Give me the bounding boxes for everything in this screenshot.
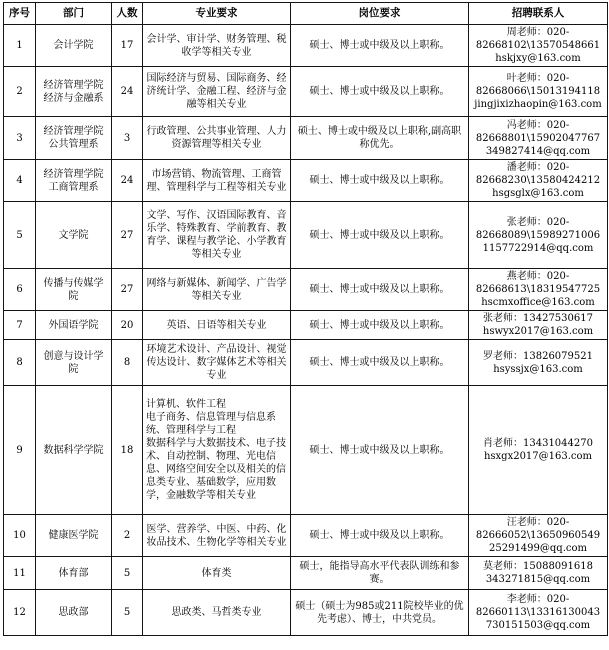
specialty-line: 市场营销、物流管理、工商管理、管理科学与工程等相关专业 [146,168,287,193]
recruitment-table [3,2,608,636]
specialty-requirement-cell [143,590,291,636]
contact-line: hsxgx2017@163.com [483,451,593,462]
table-row [4,117,608,160]
contact-line: 燕老师：020- [506,271,570,282]
specialty-line: 数据科学与大数据技术、电子技术、自动控制、物理、光电信息、网络空间安全以及相关的信息类专业、基础数学，应用数学，金融数学等相关专业 [146,438,286,501]
row-number-cell: 10 [4,515,36,557]
specialty-requirement-cell [143,557,291,590]
specialty-requirement-cell [143,202,291,269]
position-requirement-cell: 硕士、博士或中级及以上职称。 [291,515,469,557]
specialty-requirement-cell [143,340,291,386]
row-number-cell: 4 [4,160,36,202]
contact-line: 1157722914@qq.com [482,242,594,254]
headcount-cell: 27 [112,269,143,311]
row-number-cell: 9 [4,386,36,515]
specialty-requirement-cell [143,117,291,160]
contact-line: 潘老师：020- [506,162,570,173]
row-number-cell: 7 [4,311,36,340]
table-row [4,311,608,340]
column-header-no: 序号 [4,3,36,25]
table-header-row [4,3,608,25]
contact-cell [469,117,608,160]
table-row [4,25,608,67]
row-number-cell: 8 [4,340,36,386]
contact-line: 82668230\13580424212 [475,175,601,186]
specialty-requirement-cell [143,311,291,340]
headcount-cell: 8 [112,340,143,386]
column-header-specialty: 专业要求 [143,3,291,25]
contact-cell [469,340,608,386]
specialty-line: 环境艺术设计、产品设计、视觉传达设计、数字媒体艺术等相关专业 [146,344,287,381]
position-requirement-cell: 硕士、博士或中级及以上职称。 [291,25,469,67]
column-header-count: 人数 [112,3,143,25]
contact-line: 冯老师：020- [506,119,570,131]
position-requirement-cell: 硕士、博士或中级及以上职称,副高职称优先。 [291,117,469,160]
department-cell: 会计学院 [36,25,112,67]
department-cell: 文学院 [36,202,112,269]
department-cell: 创意与设计学院 [36,340,112,386]
contact-line: hsgsglx@163.com [492,188,584,199]
headcount-cell: 2 [112,515,143,557]
specialty-line: 会计学、审计学、财务管理、税收学等相关专业 [146,33,287,58]
specialty-line: 英语、日语等相关专业 [166,319,267,331]
contact-line: hskjxy@163.com [495,53,581,64]
contact-line: jingjixizhaopin@163.com [474,99,602,110]
contact-line: hswyx2017@163.com [482,326,594,337]
contact-cell [469,590,608,636]
headcount-cell: 5 [112,590,143,636]
position-requirement-cell: 硕士（硕士为985或211院校毕业的优先考虑）、博士，中共党员。 [291,590,469,636]
headcount-cell: 17 [112,25,143,67]
table-row [4,590,608,636]
department-cell: 经济管理学院公共管理系 [36,117,112,160]
contact-line: 汪老师：020- [506,517,570,528]
headcount-cell: 24 [112,67,143,117]
department-cell: 体育部 [36,557,112,590]
headcount-cell: 27 [112,202,143,269]
contact-line: hsyssjx@163.com [493,363,583,375]
specialty-requirement-cell [143,269,291,311]
specialty-line: 电子商务、信息管理与信息系统、管理科学与工程 [146,412,276,436]
specialty-line: 计算机、软件工程 [146,399,226,410]
row-number-cell: 6 [4,269,36,311]
specialty-requirement-cell [143,515,291,557]
contact-line: 25291499@qq.com [489,543,587,554]
position-requirement-cell: 硕士、博士或中级及以上职称。 [291,67,469,117]
headcount-cell: 20 [112,311,143,340]
row-number-cell: 12 [4,590,36,636]
contact-line: 叶老师：020- [506,73,570,84]
contact-cell [469,557,608,590]
position-requirement-cell: 硕士、博士或中级及以上职称。 [291,340,469,386]
table-row [4,202,608,269]
headcount-cell: 18 [112,386,143,515]
contact-line: 肖老师：13431044270 [483,438,593,449]
position-requirement-cell: 硕士、博士或中级及以上职称。 [291,386,469,515]
department-cell: 传播与传媒学院 [36,269,112,311]
contact-line: 82660113\13316130043 [475,607,601,618]
row-number-cell: 5 [4,202,36,269]
contact-line: 82668801\15902047767 [475,132,601,144]
table-row [4,160,608,202]
contact-line: 343271815@qq.com [485,574,591,585]
contact-cell [469,67,608,117]
column-header-requirement: 岗位要求 [291,3,469,25]
specialty-line: 行政管理、公共事业管理、人力资源管理等相关专业 [146,126,287,150]
contact-line: 莫老师：15088091618 [483,561,593,572]
headcount-cell: 5 [112,557,143,590]
specialty-requirement-cell [143,160,291,202]
contact-line: 张老师：020- [506,216,570,228]
table-row [4,340,608,386]
position-requirement-cell: 硕士、博士或中级及以上职称。 [291,269,469,311]
contact-cell [469,515,608,557]
specialty-line: 国际经济与贸易、国际商务、经济统计学、金融工程、经济与金融等相关专业 [146,73,287,110]
department-cell: 经济管理学院工商管理系 [36,160,112,202]
specialty-line: 思政类、马哲类专业 [171,607,262,618]
contact-cell [469,269,608,311]
contact-cell [469,25,608,67]
table-row [4,557,608,590]
row-number-cell: 1 [4,25,36,67]
specialty-line: 医学、营养学、中医、中药、化妆品技术、生物化学等相关专业 [146,523,287,548]
row-number-cell: 11 [4,557,36,590]
contact-line: 82668613\18319547725 [475,284,601,295]
contact-line: 349827414@qq.com [485,145,591,157]
contact-cell [469,386,608,515]
table-row [4,515,608,557]
contact-cell [469,160,608,202]
contact-line: 82668066\15013194118 [475,86,601,97]
contact-line: 82668102\13570548661 [475,40,601,51]
position-requirement-cell: 硕士，能指导高水平代表队训练和参赛。 [291,557,469,590]
department-cell: 思政部 [36,590,112,636]
specialty-requirement-cell [143,25,291,67]
contact-line: 罗老师：13826079521 [483,350,593,362]
table-row [4,269,608,311]
contact-line: 张老师：13427530617 [483,313,593,324]
department-cell: 经济管理学院经济与金融系 [36,67,112,117]
row-number-cell: 2 [4,67,36,117]
contact-line: 李老师：020- [506,594,570,605]
contact-line: hscmxoffice@163.com [481,297,595,308]
contact-line: 周老师：020- [506,27,570,38]
specialty-line: 体育类 [201,567,232,579]
department-cell: 外国语学院 [36,311,112,340]
contact-line: 82668089\15989271006 [475,229,601,241]
contact-line: 82666052\13650960549 [475,530,601,541]
table-row [4,386,608,515]
specialty-requirement-cell [143,67,291,117]
row-number-cell: 3 [4,117,36,160]
contact-cell [469,311,608,340]
position-requirement-cell: 硕士、博士或中级及以上职称。 [291,160,469,202]
position-requirement-cell: 硕士、博士或中级及以上职称。 [291,202,469,269]
department-cell: 健康医学院 [36,515,112,557]
column-header-department: 部门 [36,3,112,25]
specialty-requirement-cell [143,386,291,515]
headcount-cell: 3 [112,117,143,160]
table-body [4,25,608,636]
contact-cell [469,202,608,269]
table-row [4,67,608,117]
position-requirement-cell: 硕士、博士或中级及以上职称。 [291,311,469,340]
column-header-contact: 招聘联系人 [469,3,608,25]
department-cell: 数据科学学院 [36,386,112,515]
specialty-line: 文学、写作、汉语国际教育、音乐学、特殊教育、学前教育、教育学、课程与教学论、小学教育等相关专业 [146,210,287,260]
contact-line: 730151503@qq.com [485,620,591,631]
headcount-cell: 24 [112,160,143,202]
specialty-line: 网络与新媒体、新闻学、广告学等相关专业 [146,277,287,302]
